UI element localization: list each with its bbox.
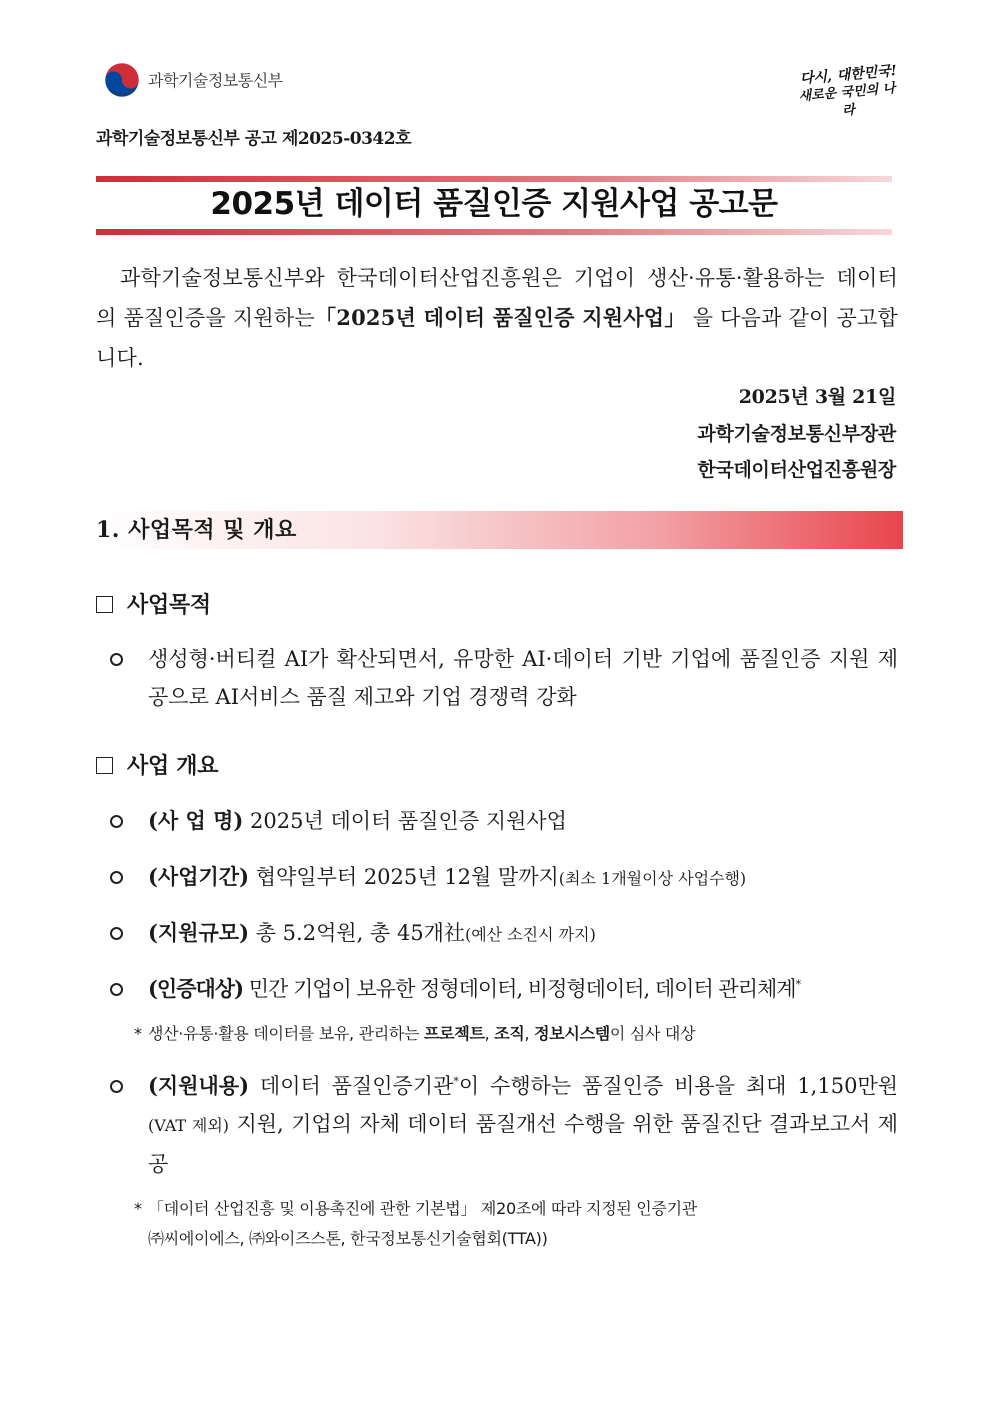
item-value: 2025년 데이터 품질인증 지원사업: [250, 809, 567, 833]
overview-heading: [96, 749, 218, 780]
footnote-star: *: [134, 1199, 142, 1218]
overview-item-name: [110, 802, 898, 840]
signatory-minister: 과학기술정보통신부장관: [697, 423, 896, 445]
item-value: 민간 기업이 보유한 정형데이터, 비정형데이터, 데이터 관리체계: [248, 977, 796, 1001]
overview-heading-text: 사업 개요: [127, 754, 219, 779]
item-vat-note: (VAT 제외): [148, 1116, 230, 1135]
item-value-b: 이 수행하는 품질인증 비용을 최대 1,150만원: [458, 1074, 898, 1098]
item-label: (지원내용): [148, 1073, 250, 1098]
intro-text-1: 과학기술정보통신부와 한국데이터산업진흥원은 기업이 생산·유통·활용하는 데이터의 품질인증을 지원하는: [96, 266, 898, 330]
overview-item-scale: [110, 914, 898, 954]
overview-item-content: [110, 1067, 898, 1183]
slogan-line2: 새로운 국민의 나라: [798, 81, 896, 119]
circle-bullet-icon: [110, 927, 123, 940]
item-value-c: 지원, 기업의 자체 데이터 품질개선 수행을 위한 품질진단 결과보고서 제공: [148, 1112, 898, 1176]
taegeuk-logo-icon: [104, 62, 140, 98]
circle-bullet-icon: [110, 1080, 123, 1093]
purpose-item: [110, 640, 898, 716]
overview-item-period: [110, 858, 898, 898]
target-footnote: * 생산·유통·활용 데이터를 보유, 관리하는 프로젝트, 조직, 정보시스템이 심사 대상: [134, 1019, 898, 1049]
footnote-bold-org: 조직: [494, 1024, 525, 1043]
purpose-heading-text: 사업목적: [127, 593, 211, 618]
footnote-marker: *: [795, 978, 801, 991]
intro-text-2: 을 다음과 같이 공고합니다.: [96, 306, 898, 370]
item-label: (사업기간): [148, 864, 250, 889]
announcement-date: 2025년 3월 21일: [738, 386, 896, 408]
item-label: (인증대상): [148, 976, 244, 1001]
item-value: 협약일부터 2025년 12월 말까지: [255, 865, 559, 889]
purpose-heading: [96, 588, 211, 619]
circle-bullet-icon: [110, 653, 123, 666]
ministry-name: 과학기술정보통신부: [148, 71, 283, 90]
slogan-line1: 다시, 대한민국!: [799, 62, 898, 88]
document-title: 2025년 데이터 품질인증 지원사업 공고문: [210, 186, 778, 222]
slogan: [798, 62, 902, 125]
title-bottom-divider: [96, 229, 892, 235]
footnote-star: *: [134, 1024, 142, 1043]
intro-paragraph: [96, 258, 898, 378]
footnote-marker: *: [453, 1075, 459, 1088]
item-note: (최소 1개월이상 사업수행): [558, 869, 747, 888]
overview-item-target: [110, 970, 898, 1008]
item-label: (사 업 명): [148, 808, 244, 833]
section-title: 1. 사업목적 및 개요: [96, 517, 297, 543]
content-footnote: [134, 1194, 898, 1254]
purpose-text: 생성형·버티컬 AI가 확산되면서, 유망한 AI·데이터 기반 기업에 품질인증 지원 제공으로 AI서비스 품질 제고와 기업 경쟁력 강화: [148, 647, 898, 709]
circle-bullet-icon: [110, 815, 123, 828]
square-bullet-icon: [96, 757, 113, 774]
footnote-line2: ㈜씨에이에스, ㈜와이즈스톤, 한국정보통신기술협회(TTA)): [148, 1229, 548, 1248]
item-note: (예산 소진시 까지): [464, 925, 596, 944]
item-value-a: 데이터 품질인증기관: [259, 1074, 454, 1098]
footnote-text: 생산·유통·활용 데이터를 보유, 관리하는: [148, 1024, 420, 1043]
intro-program-name: 「2025년 데이터 품질인증 지원사업」: [314, 305, 686, 330]
item-label: (지원규모): [148, 920, 250, 945]
circle-bullet-icon: [110, 983, 123, 996]
item-value: 총 5.2억원, 총 45개社: [255, 921, 465, 945]
footnote-text-end: 이 심사 대상: [609, 1024, 696, 1043]
circle-bullet-icon: [110, 871, 123, 884]
notice-number: 과학기술정보통신부 공고 제2025-0342호: [96, 129, 412, 149]
square-bullet-icon: [96, 596, 113, 613]
signatory-agency: 한국데이터산업진흥원장: [697, 459, 896, 481]
footnote-bold-project: 프로젝트: [424, 1024, 485, 1043]
footnote-line1: 「데이터 산업진흥 및 이용촉진에 관한 기본법」 제20조에 따라 지정된 인증기관: [148, 1199, 697, 1218]
footnote-bold-system: 정보시스템: [534, 1024, 610, 1043]
